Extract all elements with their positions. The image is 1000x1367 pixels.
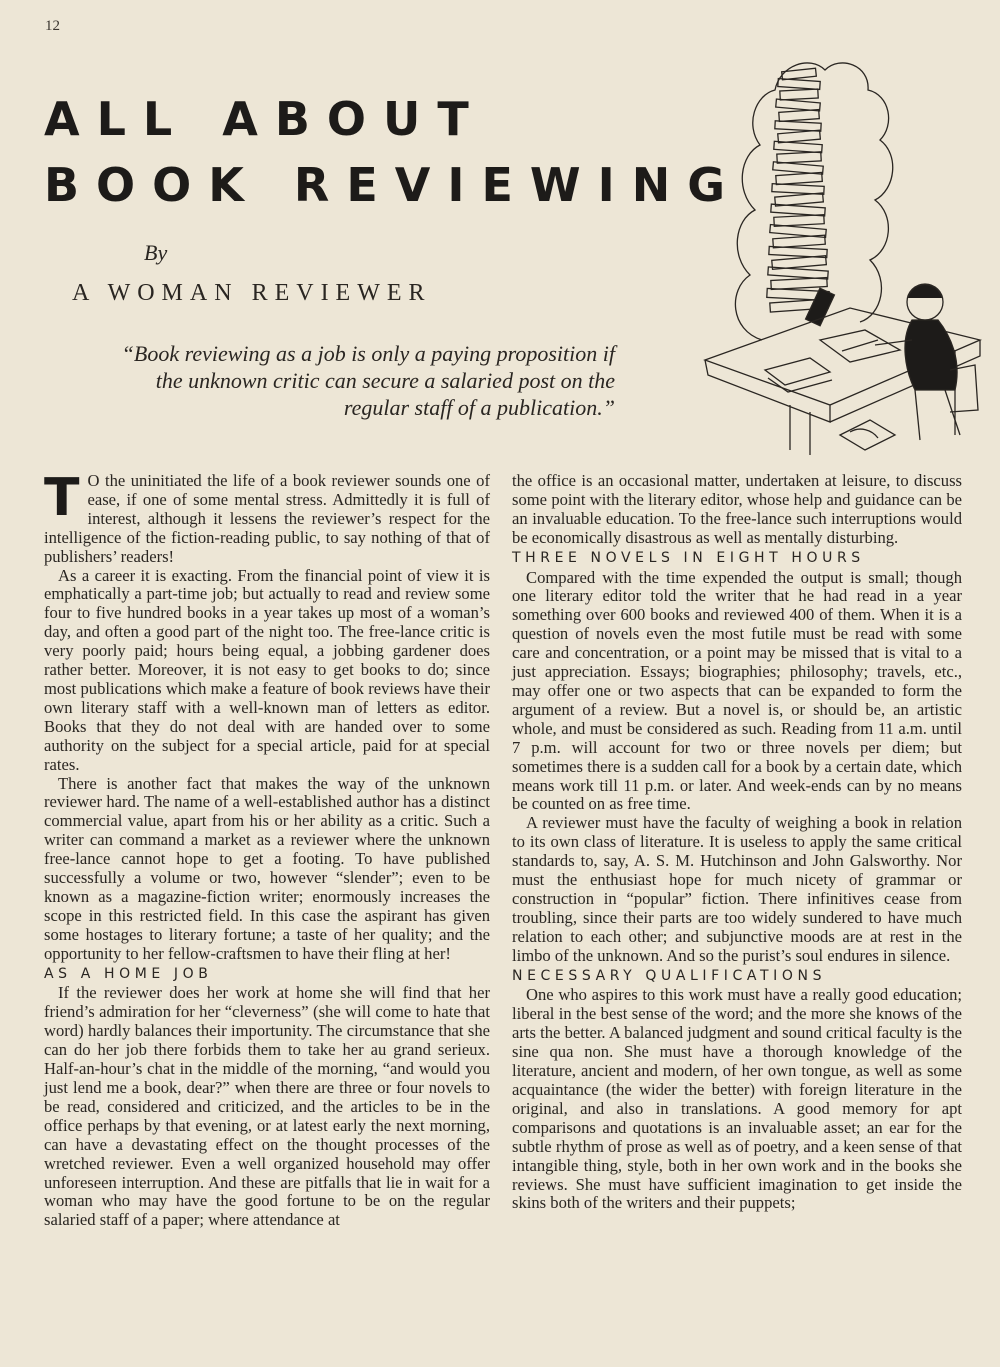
byline-author: A WOMAN REVIEWER [72,280,432,306]
right-paragraph-1: the office is an occasional matter, undertaken at leisure, to discuss some point with the literary editor, whose help and guidance can be an invaluable education. To the free-lance such interruptions would be economically disastrous as well as mentally disturbing. [512,471,962,547]
right-paragraph-2: Compared with the time expended the output is small; though one literary editor told the writer that he had read in a year something over 600 books and reviewed 400 of them. When it is a question of novels even the most futile must be read with some care and concentration, or a point may be missed that is vital to a just appreciation. Essays; biographies; philosophy; travels, etc., may offer one or two aspects that can be expanded to form the argument of a review. But a novel is, or should be, an artistic whole, and must be considered as such. Reading from 11 a.m. until 7 p.m. will account for two or three novels per diem; but sometimes there is a sudden call for a book by a certain date, which means work till 11 p.m. or later. And week-ends can by no means be counted on as free time. [512,567,962,814]
left-paragraph-3: There is another fact that makes the way of the unknown reviewer hard. The name of a well-established author has a distinct commercial value, apart from his or her ability as a critic. Such a writer can command a market as a reviewer where the unknown free-lance cannot hope to get a footing. To have published successfully a volume or two, however “slender”; even to be known as a magazine-fiction writer; enormously increases the scope in this restricted field. In this case the aspirant has given some hostages to literary fortune; a taste of her quality; and the opportunity to her fellow-craftsmen to have their fling at her! [44,773,490,963]
left-column [44,468,490,1230]
pull-quote: “Book reviewing as a job is only a paying proposition if the unknown critic can secure a salaried post on the regular staff of a publication.” [121,341,615,420]
title-line-1: ALL ABOUT [44,92,486,146]
reviewer-illustration [700,40,990,460]
byline-by: By [144,240,168,265]
open-book [820,330,900,362]
section-heading-three-novels: THREE NOVELS IN EIGHT HOURS [512,549,865,566]
drop-cap: T [44,468,80,528]
page-number: 12 [45,18,60,34]
left-paragraph-1: T O the uninitiated the life of a book reviewer sounds one of ease, if one of some mental stress. Admittedly it is full of interest, although it lessens the reviewer’s respect for the intelligence of the fiction-reading public, to say nothing of that of publishers’ readers! [44,468,490,566]
left-paragraph-4: If the reviewer does her work at home she will find that her friend’s admiration for her “cleverness” (she will come to hate that word) hardly balances their importunity. The circumstance that she can do her job there forbids them to take her au grand serieux. Half-an-hour’s chat in the middle of the morning, “and would you just lend me a book, dear?” when there are three or four novels to be read, considered and criticized, and the articles to be in the office perhaps by that evening, or at latest early the next morning, can have a devastating effect on the thought processes of the wretched reviewer. Even a well organized household may offer unforeseen interruption. And these are pitfalls that lie in wait for a woman who may have the good fortune to be on the regular salaried staff of a paper; where attendance at [44,983,490,1230]
dark-book [806,288,835,326]
floor-papers [840,420,895,450]
right-paragraph-4: One who aspires to this work must have a really good education; liberal in the best sense of the word; and the more she knows of the arts the better. A balanced judgment and sound critical faculty is the sine qua non. She must have a thorough knowledge of the literature, ancient and modern, of her own tongue, as well as some acquaintance (the wider the better) with foreign literature in the original, and also in translations. A good memory for apt comparisons and quotations is an invaluable asset; an ear for the subtle rhythm of prose as well as of poetry, and a keen sense of that intangible thing, style, both in her own work and in the books she reviews. She must have sufficient imagination to get inside the skins both of the writers and their puppets; [512,985,962,1213]
cloud-outline [735,63,892,340]
section-heading-qualifications: NECESSARY QUALIFICATIONS [512,967,827,984]
right-column [512,472,962,1213]
section-heading-home-job: AS A HOME JOB [44,965,213,982]
reader-figure [875,284,978,440]
right-paragraph-3: A reviewer must have the faculty of weighing a book in relation to its own class of literature. It is useless to apply the same critical standards to, say, A. S. M. Hutchinson and John Galsworthy. Nor must the enthusiast hope for much nicety of grammar or construction in “popular” fiction. There infinitives cease from troubling, since their parts are too widely sundered to have much relation to each other; and subjunctive moods are at rest in the limbo of the unknown. And so the purist’s soul endures in silence. [512,813,962,965]
book-stack [767,68,829,312]
left-paragraph-2: As a career it is exacting. From the financial point of view it is emphatically a part-time job; but actually to read and review some four to five hundred books in a year takes up most of a woman’s day, and often a good part of the night too. The free-lance critic is very poorly paid; hours being equal, a jobbing gardener does rather better. Moreover, it is not easy to get books to do; since most publications which make a feature of book reviews have their own literary staff with a well-known man of letters as editor. Books that they do not deal with are handed over to some authority on the subject for a special article, paid for at special rates. [44,565,490,774]
title-line-2: BOOK REVIEWING [44,158,743,212]
book-pile-desk [765,358,832,392]
